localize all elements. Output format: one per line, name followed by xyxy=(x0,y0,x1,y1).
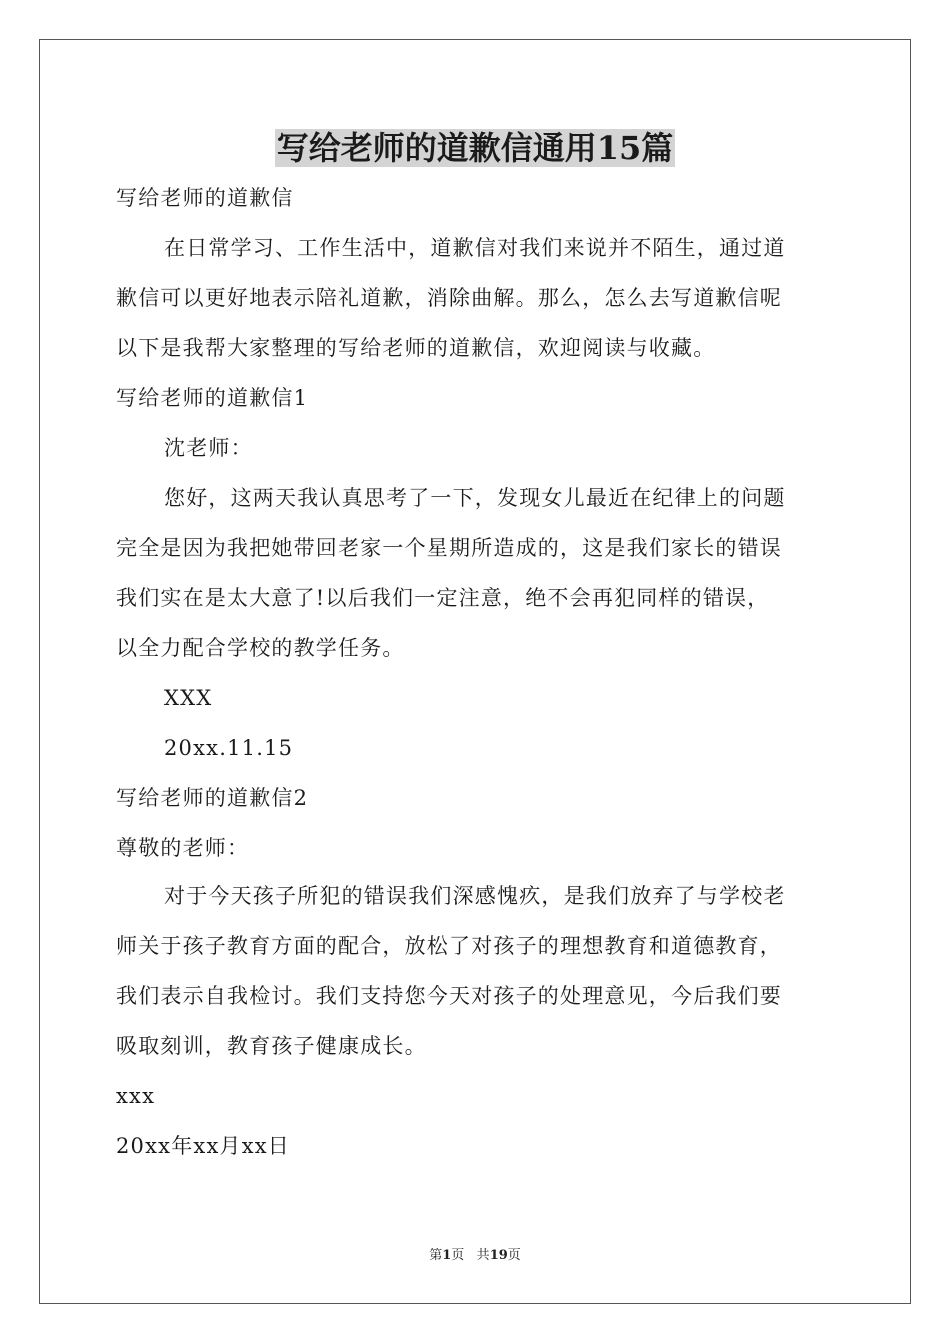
page-footer xyxy=(0,1247,950,1265)
paragraph-line: 歉信可以更好地表示陪礼道歉，消除曲解。那么，怎么去写道歉信呢 xyxy=(116,286,782,310)
paragraph-line: 以下是我帮大家整理的写给老师的道歉信，欢迎阅读与收藏。 xyxy=(116,336,716,360)
letter-date: 20xx年xx月xx日 xyxy=(116,1134,290,1158)
total-suffix: 页 xyxy=(507,1248,521,1263)
section-heading: 写给老师的道歉信 xyxy=(116,186,294,210)
total-prefix: 共 xyxy=(476,1248,490,1263)
paragraph-line: 吸取刻训，教育孩子健康成长。 xyxy=(116,1034,427,1058)
paragraph-line: 我们实在是太大意了!以后我们一定注意，绝不会再犯同样的错误， xyxy=(116,586,770,610)
document-title-text: 写给老师的道歉信通用15篇 xyxy=(276,129,674,167)
total-pages: 19 xyxy=(489,1248,508,1263)
paragraph-line: 在日常学习、工作生活中，道歉信对我们来说并不陌生，通过道 xyxy=(164,236,786,260)
letter-date: 20xx.11.15 xyxy=(164,736,294,760)
letter-signature: xxx xyxy=(116,1084,156,1108)
page-suffix: 页 xyxy=(451,1248,465,1263)
paragraph-line: 您好，这两天我认真思考了一下，发现女儿最近在纪律上的问题 xyxy=(164,486,786,510)
section-heading: 写给老师的道歉信2 xyxy=(116,786,309,810)
letter-salutation: 沈老师： xyxy=(164,436,253,460)
paragraph-line: 师关于孩子教育方面的配合，放松了对孩子的理想教育和道德教育， xyxy=(116,934,782,958)
letter-signature: XXX xyxy=(164,686,213,710)
section-heading: 写给老师的道歉信1 xyxy=(116,386,309,410)
paragraph-line: 对于今天孩子所犯的错误我们深感愧疚，是我们放弃了与学校老 xyxy=(164,884,786,908)
document-title xyxy=(0,124,950,172)
letter-salutation: 尊敬的老师： xyxy=(116,836,250,860)
paragraph-line: 完全是因为我把她带回老家一个星期所造成的，这是我们家长的错误 xyxy=(116,536,782,560)
paragraph-line: 我们表示自我检讨。我们支持您今天对孩子的处理意见，今后我们要 xyxy=(116,984,782,1008)
page-prefix: 第 xyxy=(429,1248,443,1263)
paragraph-line: 以全力配合学校的教学任务。 xyxy=(116,636,405,660)
page-border xyxy=(39,39,911,1304)
page-number: 1 xyxy=(442,1248,452,1263)
